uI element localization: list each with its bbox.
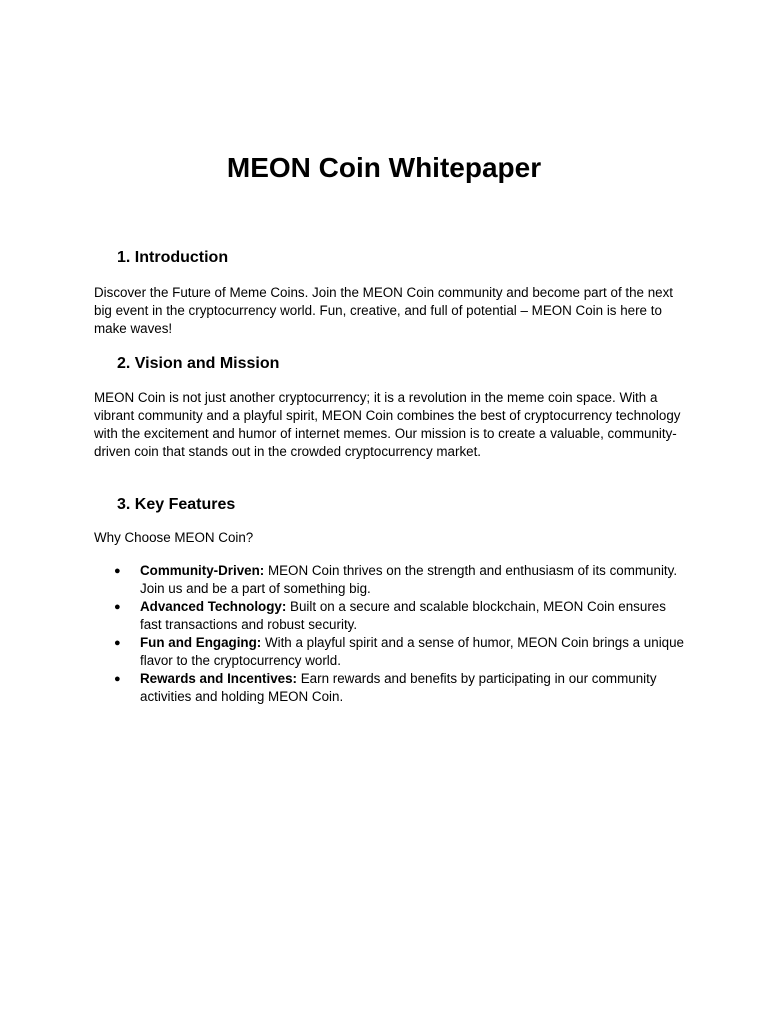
- section-heading-key-features: 3. Key Features: [117, 496, 236, 513]
- feature-name: Rewards and Incentives:: [140, 671, 298, 686]
- feature-name: Community-Driven:: [140, 563, 265, 578]
- feature-list: [94, 562, 684, 706]
- list-item-advanced-technology: [94, 598, 684, 634]
- page-title: MEON Coin Whitepaper: [226, 152, 542, 183]
- feature-description: Earn rewards and benefits by participating in our community activities and holding MEON Coin.: [140, 671, 657, 704]
- list-item-community-driven: [94, 562, 684, 598]
- bullet-icon: ●: [114, 637, 121, 649]
- list-item-fun-and-engaging: [94, 634, 684, 670]
- section-heading-vision-mission: 2. Vision and Mission: [117, 355, 280, 372]
- list-item-rewards-and-incentives: [94, 670, 684, 706]
- introduction-paragraph: Discover the Future of Meme Coins. Join the MEON Coin community and become part of the next big event in the cryptocurrency world. Fun, creative, and full of potential – MEON Coin is here to make waves!: [94, 285, 674, 336]
- bullet-icon: ●: [114, 601, 121, 613]
- section-heading-introduction: 1. Introduction: [117, 249, 229, 266]
- feature-description: MEON Coin thrives on the strength and enthusiasm of its community. Join us and be a part of something big.: [140, 563, 678, 596]
- feature-name: Fun and Engaging:: [140, 635, 262, 650]
- vision-mission-paragraph: MEON Coin is not just another cryptocurrency; it is a revolution in the meme coin space. With a vibrant community and a playful spirit, MEON Coin combines the best of cryptocurrency technology with the excitement and humor of internet memes. Our mission is to create a valuable, community-driven coin that stands out in the crowded cryptocurrency market.: [94, 390, 681, 459]
- key-features-intro: Why Choose MEON Coin?: [94, 530, 254, 545]
- bullet-icon: ●: [114, 673, 121, 685]
- feature-description: With a playful spirit and a sense of humor, MEON Coin brings a unique flavor to the cryptocurrency world.: [140, 635, 685, 668]
- feature-name: Advanced Technology:: [140, 599, 287, 614]
- bullet-icon: ●: [114, 565, 121, 577]
- feature-description: Built on a secure and scalable blockchain, MEON Coin ensures fast transactions and robust security.: [140, 599, 666, 632]
